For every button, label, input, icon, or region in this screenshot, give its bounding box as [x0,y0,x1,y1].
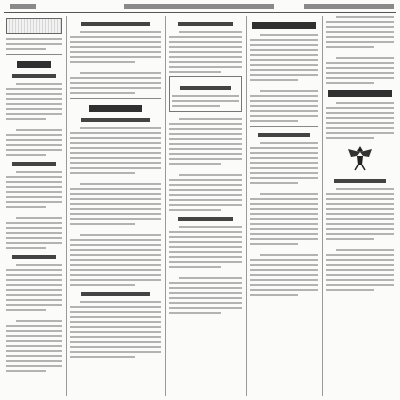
column-3 [167,16,244,396]
column-rule [246,16,247,396]
section-heading [89,105,142,112]
section-heading [81,22,149,26]
header-left-line [10,4,36,9]
section-heading [12,255,55,259]
boxed-notice [169,76,242,112]
garuda-emblem-icon [345,143,375,173]
page-header [4,2,396,11]
column-2 [68,16,163,396]
column-5 [324,16,396,396]
header-rule [4,12,396,13]
section-heading [12,162,55,166]
header-center-line [124,4,274,9]
column-rule [322,16,323,396]
header-right-line [304,4,394,9]
section-heading [252,22,316,29]
column-1 [4,16,64,396]
column-rule [165,16,166,396]
section-heading [334,179,386,183]
column-4 [248,16,320,396]
masthead-title [6,18,62,34]
section-heading [180,86,231,90]
section-heading [328,90,392,97]
section-heading [17,61,51,68]
section-heading [258,133,310,137]
section-heading [178,22,233,26]
column-rule [66,16,67,396]
